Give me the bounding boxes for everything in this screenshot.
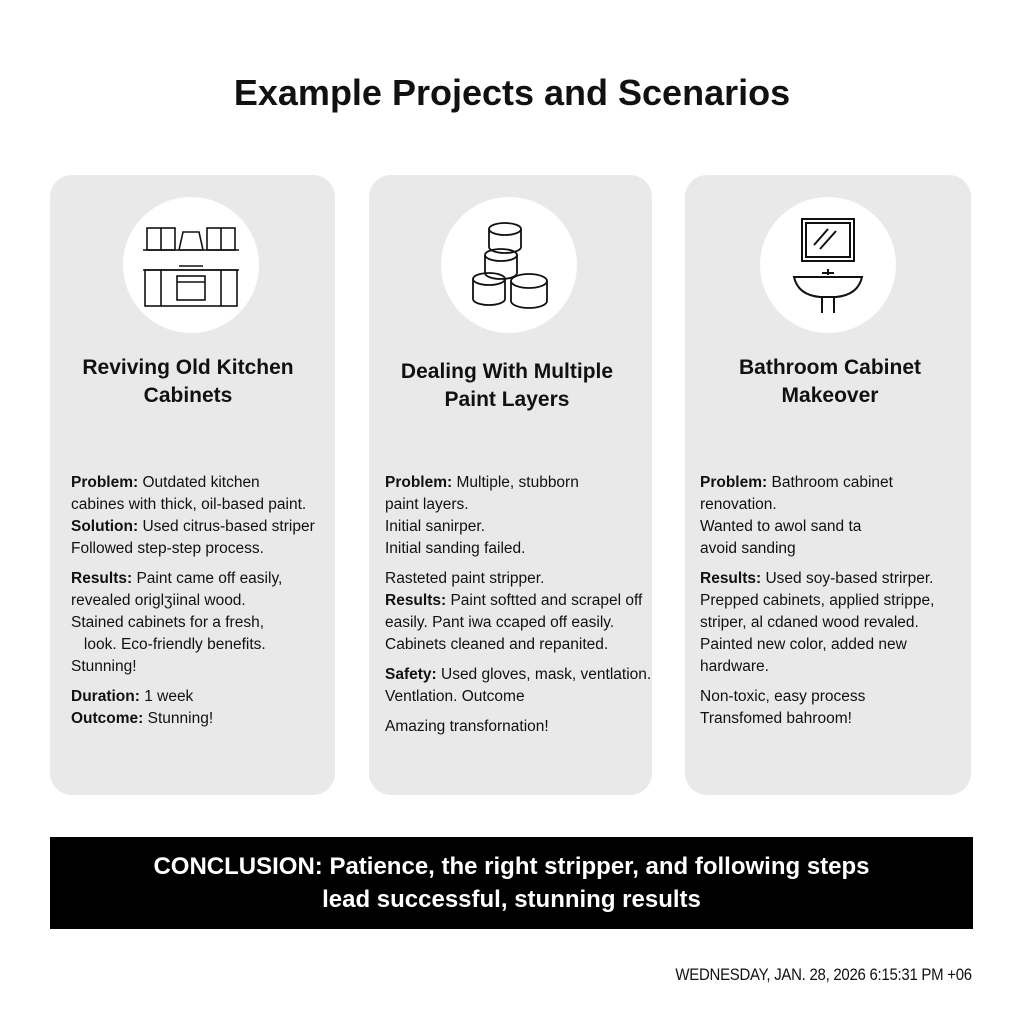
- field-label: Results:: [700, 570, 762, 587]
- card-text-line: [700, 494, 934, 516]
- field-label: Results:: [71, 570, 133, 587]
- card-text-line: [700, 590, 934, 612]
- field-label: Safety:: [385, 666, 437, 683]
- card-paragraph: [385, 472, 651, 560]
- field-text: hardware.: [700, 658, 769, 675]
- card-text-line: [71, 634, 315, 656]
- field-text: avoid sanding: [700, 540, 796, 557]
- field-text: revealed origlʒiinal wood.: [71, 592, 246, 609]
- field-text: easily. Pant iwa ccaped off easily.: [385, 614, 615, 631]
- card-text-line: [71, 708, 315, 730]
- card-paragraph: [385, 568, 651, 656]
- card-paragraph: [385, 664, 651, 708]
- field-label: Results:: [385, 592, 447, 609]
- card-text-line: [700, 708, 934, 730]
- card-body-kitchen: [71, 472, 315, 738]
- kitchen-cabinets-icon: [123, 197, 259, 333]
- field-text: Used citrus-based striper: [138, 518, 315, 535]
- field-text: Prepped cabinets, applied strippe,: [700, 592, 935, 609]
- field-text: Stained cabinets for a fresh,: [71, 614, 265, 631]
- field-text: Paint softted and scrapel off: [446, 592, 643, 609]
- card-text-line: [71, 568, 315, 590]
- field-label: Outcome:: [71, 710, 144, 727]
- field-text: Rasteted paint stripper.: [385, 570, 545, 587]
- card-text-line: [700, 612, 934, 634]
- card-text-line: [385, 612, 651, 634]
- card-paragraph: [700, 686, 934, 730]
- card-title-kitchen: [48, 354, 328, 410]
- card-text-line: [385, 590, 651, 612]
- field-text: Non-toxic, easy process: [700, 688, 866, 705]
- card-body-bathroom: [700, 472, 934, 738]
- card-text-line: [700, 472, 934, 494]
- card-text-line: [71, 612, 315, 634]
- field-text: Paint came off easily,: [132, 570, 283, 587]
- field-text: Multiple, stubborn: [452, 474, 579, 491]
- field-text: Cabinets cleaned and repanited.: [385, 636, 609, 653]
- card-title-line: Dealing With Multiple: [400, 360, 614, 383]
- field-text: cabines with thick, oil-based paint.: [71, 496, 307, 513]
- bathroom-vanity-icon: [760, 197, 896, 333]
- card-text-line: [385, 716, 651, 738]
- paint-cans-icon: [441, 197, 577, 333]
- field-label: Problem:: [71, 474, 139, 491]
- card-title-line: Bathroom Cabinet: [738, 356, 921, 379]
- field-text: Used gloves, mask, ventlation.: [436, 666, 652, 683]
- card-text-line: [385, 494, 651, 516]
- field-text: Painted new color, added new: [700, 636, 907, 653]
- card-text-line: [700, 568, 934, 590]
- card-paragraph: [700, 472, 934, 560]
- card-paragraph: [71, 568, 315, 678]
- field-text: Initial sanirper.: [385, 518, 485, 535]
- field-label: Problem:: [385, 474, 453, 491]
- field-text: Followed step-step process.: [71, 540, 264, 557]
- field-text: paint layers.: [385, 496, 469, 513]
- field-text: Transfomed bahroom!: [700, 710, 852, 727]
- conclusion-line: lead successful, stunning results: [322, 886, 701, 913]
- field-label: Duration:: [71, 688, 140, 705]
- conclusion-line: CONCLUSION: Patience, the right stripper, and following steps: [153, 853, 870, 880]
- card-text-line: [700, 516, 934, 538]
- field-text: Initial sanding failed.: [385, 540, 526, 557]
- card-title-paint-layers: [367, 358, 647, 414]
- card-title-line: Reviving Old Kitchen: [82, 356, 294, 379]
- card-title-line: Cabinets: [143, 384, 233, 407]
- field-text: Wanted to awol sand ta: [700, 518, 862, 535]
- card-text-line: [700, 656, 934, 678]
- card-text-line: [385, 664, 651, 686]
- card-title-line: Paint Layers: [444, 388, 570, 411]
- field-text: Outdated kitchen: [138, 474, 260, 491]
- card-paragraph: [71, 686, 315, 730]
- card-title-line: Makeover: [781, 384, 879, 407]
- field-text: look. Eco-friendly benefits.: [71, 636, 266, 653]
- card-text-line: [71, 686, 315, 708]
- field-text: Stunning!: [71, 658, 137, 675]
- card-body-paint-layers: [385, 472, 651, 746]
- card-text-line: [385, 516, 651, 538]
- field-text: Ventlation. Outcome: [385, 688, 525, 705]
- card-paragraph: [71, 472, 315, 560]
- card-text-line: [71, 472, 315, 494]
- card-text-line: [385, 538, 651, 560]
- timestamp: WEDNESDAY, JAN. 28, 2026 6:15:31 PM +06: [675, 965, 972, 984]
- conclusion-banner: [50, 837, 973, 929]
- card-text-line: [700, 538, 934, 560]
- card-text-line: [700, 686, 934, 708]
- card-paragraph: [700, 568, 934, 678]
- card-paragraph: [385, 716, 651, 738]
- card-text-line: [71, 516, 315, 538]
- card-text-line: [385, 686, 651, 708]
- field-text: Stunning!: [143, 710, 214, 727]
- field-text: Bathroom cabinet: [767, 474, 893, 491]
- card-text-line: [71, 590, 315, 612]
- card-title-bathroom: [690, 354, 970, 410]
- card-text-line: [385, 568, 651, 590]
- card-text-line: [700, 634, 934, 656]
- card-text-line: [71, 538, 315, 560]
- field-text: striper, al cdaned wood revaled.: [700, 614, 919, 631]
- field-text: renovation.: [700, 496, 777, 513]
- field-label: Solution:: [71, 518, 139, 535]
- field-text: Amazing transfornation!: [385, 718, 549, 735]
- card-text-line: [385, 634, 651, 656]
- field-text: 1 week: [139, 688, 194, 705]
- field-label: Problem:: [700, 474, 768, 491]
- field-text: Used soy-based strirper.: [761, 570, 934, 587]
- page-title: Example Projects and Scenarios: [233, 72, 791, 113]
- card-text-line: [71, 656, 315, 678]
- card-text-line: [385, 472, 651, 494]
- card-text-line: [71, 494, 315, 516]
